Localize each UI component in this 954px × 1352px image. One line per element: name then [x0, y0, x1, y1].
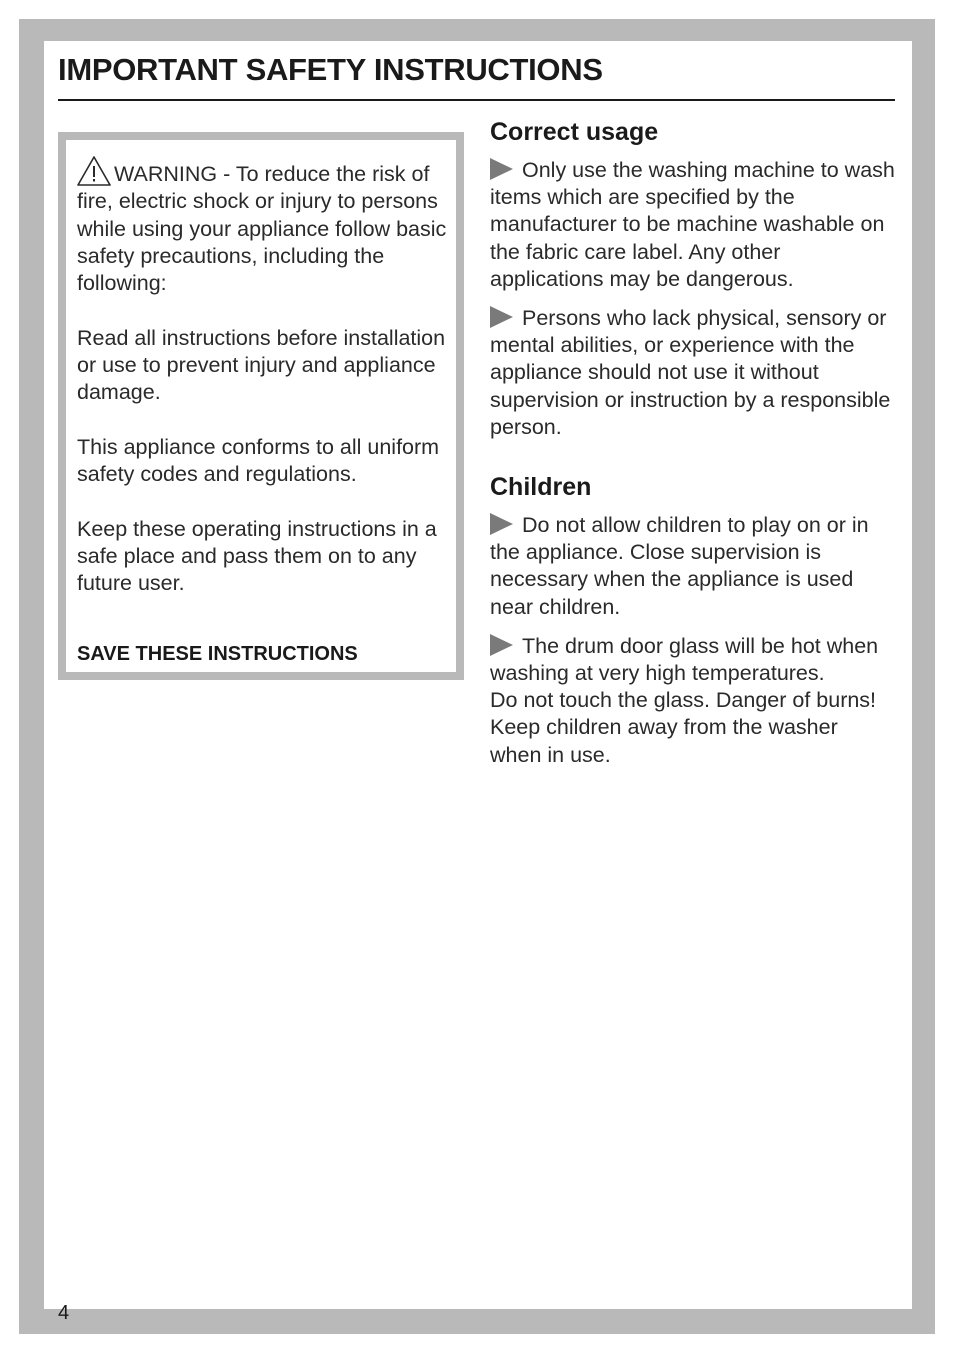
section-heading-children: Children: [490, 473, 592, 502]
bullet-arrow-icon: [490, 634, 513, 656]
section-spacer: [490, 453, 895, 473]
keep-instructions-paragraph: Keep these operating instructions in a safe place and pass them on to any future user.: [77, 516, 437, 596]
title-divider: [58, 99, 895, 101]
list-item: [490, 512, 895, 621]
bullet-arrow-icon: [490, 513, 513, 535]
bullet-arrow-icon: [490, 158, 513, 180]
warning-paragraph: [77, 156, 455, 297]
list-item-text: Persons who lack physical, sensory or mental abilities, or experience with the appliance should not use it without supervision or instruction by a responsible person.: [490, 306, 891, 439]
instruction-paragraph: Read all instructions before installation or use to prevent injury and appliance damage.: [77, 325, 446, 405]
warning-box: [58, 132, 464, 680]
list-item-continuation: Do not touch the glass. Danger of burns! Keep children away from the washer when in use.: [490, 688, 877, 767]
page-number: 4: [58, 1302, 70, 1324]
list-item-text: The drum door glass will be hot when washing at very high temperatures.: [490, 633, 879, 686]
bullet-arrow-icon: [490, 306, 513, 328]
warning-paragraph-text: WARNING - To reduce the risk of fire, electric shock or injury to persons while using your appliance follow basic safety precautions, including the following:: [77, 162, 447, 296]
list-item-text: Do not allow children to play on or in the appliance. Close supervision is necessary when the appliance is used near children.: [490, 513, 869, 619]
list-item: [490, 157, 895, 293]
list-item: [490, 305, 895, 441]
warning-text: [77, 156, 455, 625]
right-column: [490, 118, 895, 781]
warning-box-inner: [66, 140, 456, 672]
list-item: [490, 633, 895, 769]
list-item-text: Only use the washing machine to wash items which are specified by the manufacturer to be machine washable on the fabric care label. Any other applications may be dangerous.: [490, 158, 895, 291]
page-title: IMPORTANT SAFETY INSTRUCTIONS: [58, 52, 603, 87]
save-instructions-label: SAVE THESE INSTRUCTIONS: [77, 643, 358, 665]
conformity-paragraph: This appliance conforms to all uniform safety codes and regulations.: [77, 434, 440, 487]
warning-triangle-icon: [77, 156, 111, 186]
section-heading-correct-usage: Correct usage: [490, 118, 659, 146]
